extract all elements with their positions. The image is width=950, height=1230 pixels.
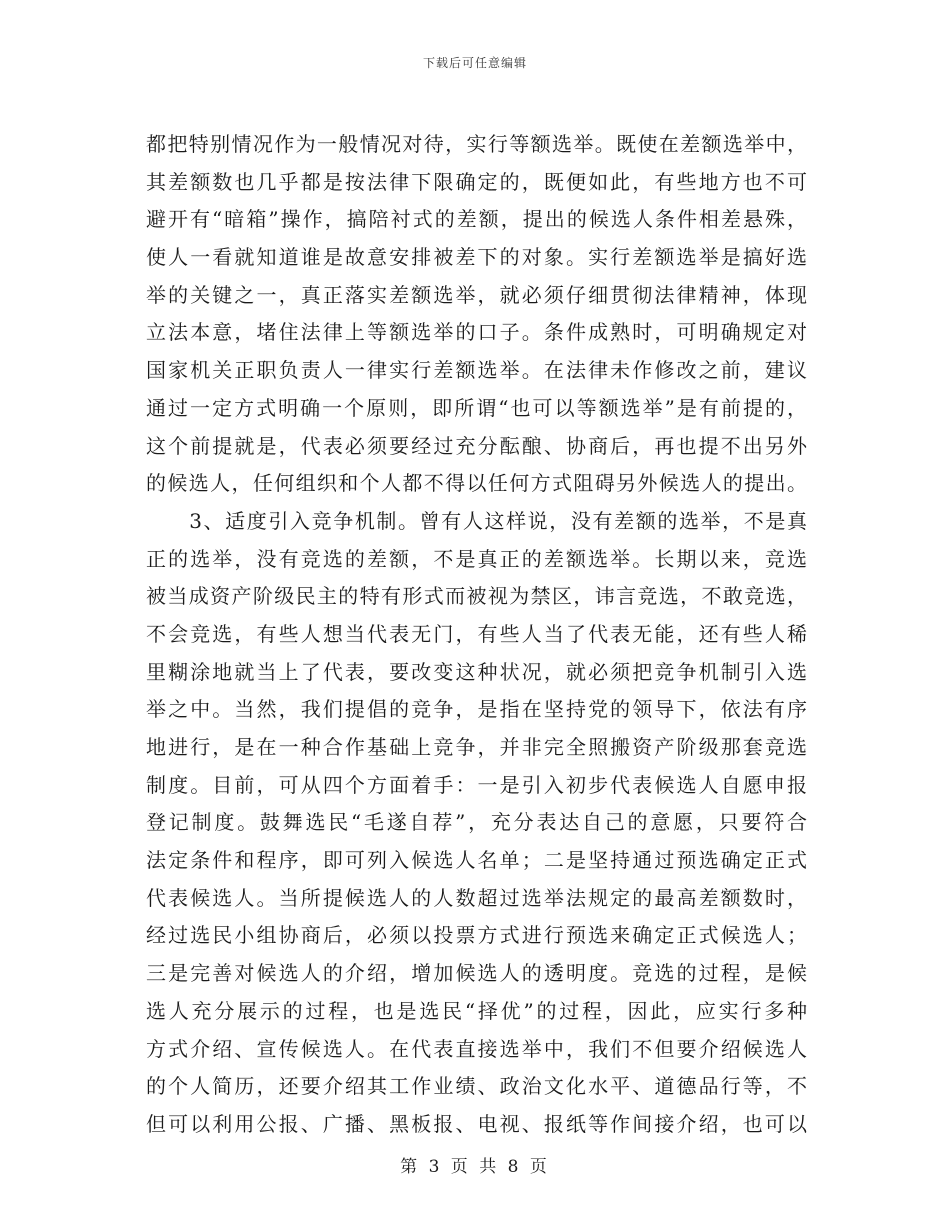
text-line: 使人一看就知道谁是故意安排被差下的对象。实行差额选举是搞好选 bbox=[146, 245, 807, 270]
text-line: 三是完善对候选人的介绍，增加候选人的透明度。竞选的过程，是候 bbox=[146, 961, 807, 986]
text-line: 被当成资产阶级民主的特有形式而被视为禁区，讳言竞选，不敢竞选， bbox=[146, 584, 807, 609]
text-line: 国家机关正职负责人一律实行差额选举。在法律未作修改之前，建议 bbox=[146, 358, 807, 383]
paragraph-start-line: 3、适度引入竞争机制。曾有人这样说，没有差额的选举，不是真 bbox=[146, 508, 807, 533]
text-line: 避开有“暗箱”操作，搞陪衬式的差额，提出的候选人条件相差悬殊， bbox=[146, 207, 807, 232]
page-header-note: 下载后可任意编辑 bbox=[422, 56, 527, 70]
text-line: 选人充分展示的过程，也是选民“择优”的过程，因此，应实行多种 bbox=[146, 998, 807, 1023]
text-line: 其差额数也几乎都是按法律下限确定的，既便如此，有些地方也不可 bbox=[146, 169, 807, 194]
text-line: 不会竞选，有些人想当代表无门，有些人当了代表无能，还有些人稀 bbox=[146, 621, 807, 646]
text-line: 方式介绍、宣传候选人。在代表直接选举中，我们不但要介绍候选人 bbox=[146, 1036, 807, 1061]
text-line: 的候选人，任何组织和个人都不得以任何方式阻碍另外候选人的提出。 bbox=[146, 471, 807, 496]
text-line: 法定条件和程序，即可列入候选人名单；二是坚持通过预选确定正式 bbox=[146, 848, 807, 873]
text-line: 正的选举，没有竞选的差额，不是真正的差额选举。长期以来，竞选 bbox=[146, 546, 807, 571]
text-line: 举的关键之一，真正落实差额选举，就必须仔细贯彻法律精神，体现 bbox=[146, 282, 807, 307]
text-line: 但可以利用公报、广播、黑板报、电视、报纸等作间接介绍，也可以 bbox=[146, 1111, 807, 1136]
text-line: 经过选民小组协商后，必须以投票方式进行预选来确定正式候选人； bbox=[146, 923, 807, 948]
text-line: 地进行，是在一种合作基础上竞争，并非完全照搬资产阶级那套竞选 bbox=[146, 735, 807, 759]
text-line: 这个前提就是，代表必须要经过充分酝酿、协商后，再也提不出另外 bbox=[146, 433, 807, 458]
text-line: 的个人简历，还要介绍其工作业绩、政治文化水平、道德品行等，不 bbox=[146, 1074, 807, 1099]
text-line: 举之中。当然，我们提倡的竞争，是指在坚持党的领导下，依法有序 bbox=[146, 697, 807, 722]
text-line: 代表候选人。当所提候选人的人数超过选举法规定的最高差额数时， bbox=[146, 885, 807, 910]
document-body bbox=[146, 126, 807, 1144]
page-number-footer: 第 3 页 共 8 页 bbox=[400, 1157, 550, 1177]
text-line: 里糊涂地就当上了代表，要改变这种状况，就必须把竞争机制引入选 bbox=[146, 659, 807, 684]
text-line: 都把特别情况作为一般情况对待，实行等额选举。既使在差额选举中， bbox=[146, 132, 807, 156]
text-line: 登记制度。鼓舞选民“毛遂自荐”，充分表达自己的意愿，只要符合 bbox=[146, 810, 807, 835]
text-line: 通过一定方式明确一个原则，即所谓“也可以等额选举”是有前提的， bbox=[146, 395, 807, 420]
text-line: 立法本意，堵住法律上等额选举的口子。条件成熟时，可明确规定对 bbox=[146, 320, 807, 345]
text-line: 制度。目前，可从四个方面着手：一是引入初步代表候选人自愿申报 bbox=[146, 772, 807, 797]
